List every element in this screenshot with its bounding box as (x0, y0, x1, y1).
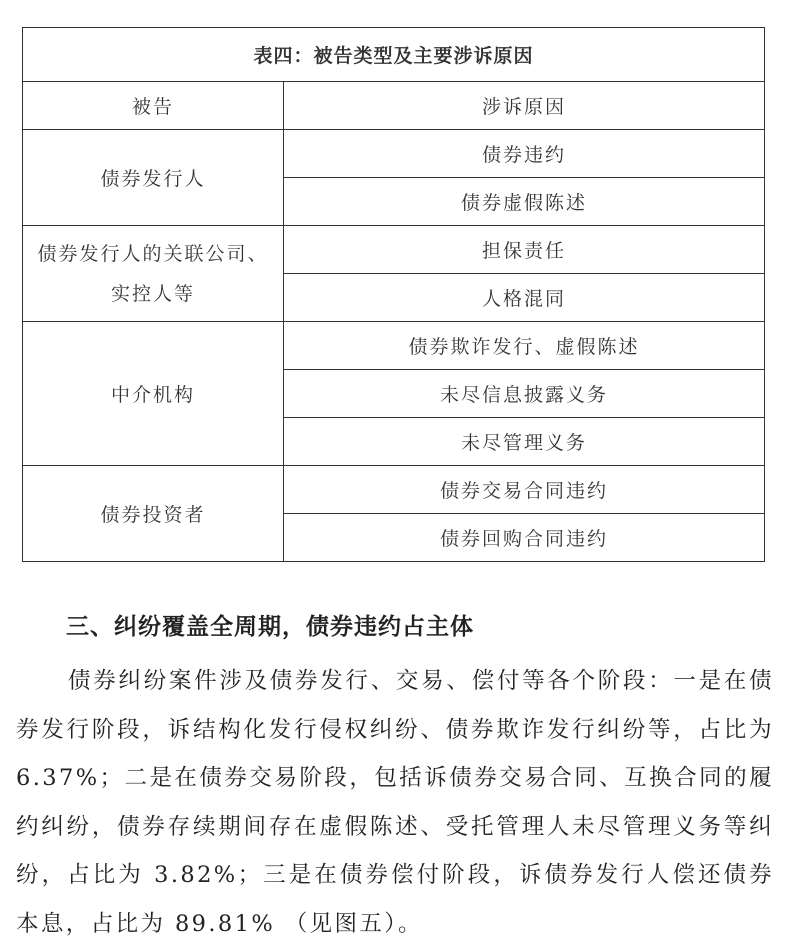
defendant-line: 债券发行人的关联公司、 (37, 242, 269, 265)
table-title: 表四：被告类型及主要涉诉原因 (23, 28, 765, 82)
reason-cell: 债券违约 (284, 130, 765, 178)
defendant-cell: 债券投资者 (23, 466, 284, 562)
defendant-line: 实控人等 (110, 282, 195, 305)
reason-cell: 人格混同 (284, 274, 765, 322)
reason-cell: 债券回购合同违约 (284, 514, 765, 562)
header-reason: 涉诉原因 (284, 82, 765, 130)
reason-cell: 债券虚假陈述 (284, 178, 765, 226)
table-row (23, 130, 765, 178)
reason-cell: 未尽信息披露义务 (284, 370, 765, 418)
reason-cell: 未尽管理义务 (284, 418, 765, 466)
table-row (23, 466, 765, 514)
table-row (23, 322, 765, 370)
table-title-row (23, 28, 765, 82)
header-defendant: 被告 (23, 82, 284, 130)
defendant-cell: 中介机构 (23, 322, 284, 466)
reason-cell: 债券交易合同违约 (284, 466, 765, 514)
section-heading: 三、纠纷覆盖全周期，债券违约占主体 (66, 613, 474, 640)
table-row (23, 226, 765, 274)
reason-cell: 债券欺诈发行、虚假陈述 (284, 322, 765, 370)
defendant-reason-table (22, 27, 765, 562)
table-header-row (23, 82, 765, 130)
section-paragraph: 债券纠纷案件涉及债券发行、交易、偿付等各个阶段：一是在债券发行阶段，诉结构化发行侵权纠纷、债券欺诈发行纠纷等，占比为 6.37%；二是在债券交易阶段，包括诉债券交易合同、互换合同的履约纠纷，债券存续期间存在虚假陈述、受托管理人未尽管理义务等纠纷，占比为 3.82%；三是在债券偿付阶段，诉债券发行人偿还债券本息，占比为 89.81% （见图五）。 (16, 668, 774, 937)
defendant-cell (23, 226, 284, 322)
reason-cell: 担保责任 (284, 226, 765, 274)
defendant-cell: 债券发行人 (23, 130, 284, 226)
